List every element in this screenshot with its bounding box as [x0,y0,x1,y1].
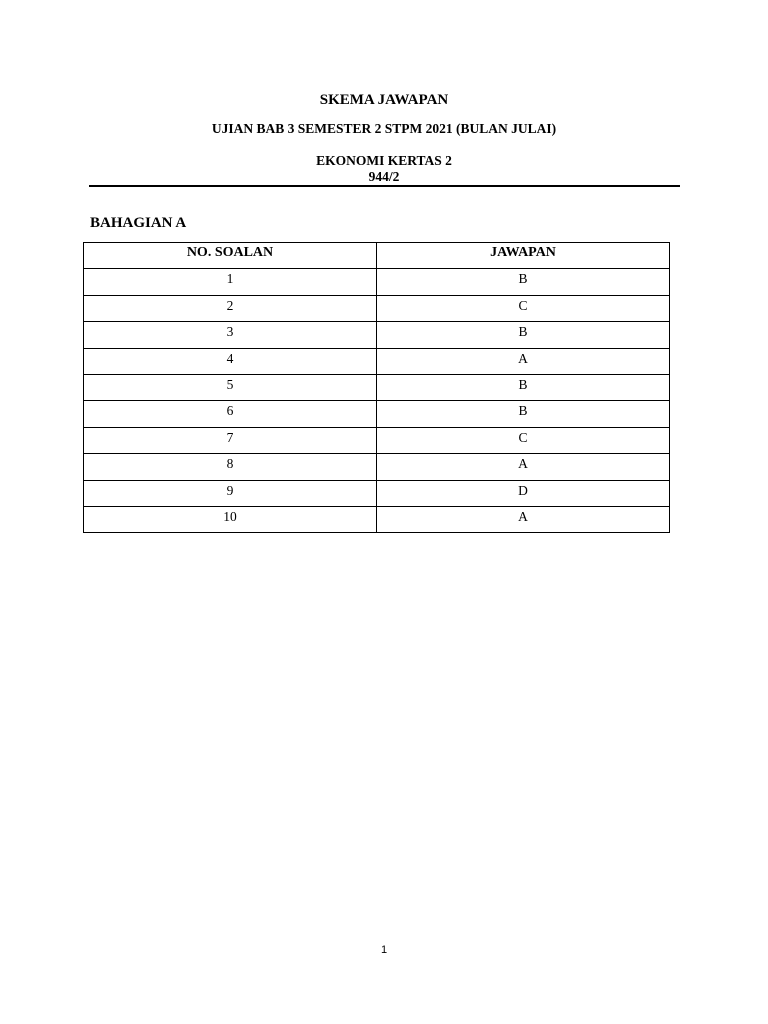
page-number: 1 [380,944,388,956]
document-title: SKEMA JAWAPAN [319,92,449,108]
answer-cell: B [377,401,670,427]
table-row [84,506,670,532]
answer-cell: D [377,480,670,506]
header-divider [89,185,680,187]
question-number-cell: 2 [84,295,377,321]
table-row [84,295,670,321]
answer-cell: C [377,295,670,321]
subject-name: EKONOMI KERTAS 2 [316,153,452,168]
table-row [84,374,670,400]
question-number-cell: 3 [84,322,377,348]
question-number-cell: 6 [84,401,377,427]
answer-cell: A [377,454,670,480]
answer-table [83,242,670,533]
answer-cell: B [377,374,670,400]
table-header-row [84,243,670,269]
table-row [84,427,670,453]
answer-cell: B [377,322,670,348]
table-row [84,322,670,348]
exam-subtitle: UJIAN BAB 3 SEMESTER 2 STPM 2021 (BULAN JULAI) [211,121,557,136]
table-row [84,480,670,506]
question-number-cell: 10 [84,506,377,532]
question-number-cell: 9 [84,480,377,506]
question-number-cell: 8 [84,454,377,480]
column-header-question-no: NO. SOALAN [84,243,377,269]
answer-cell: B [377,269,670,295]
column-header-answer: JAWAPAN [377,243,670,269]
answer-cell: C [377,427,670,453]
answer-cell: A [377,506,670,532]
table-row [84,269,670,295]
answer-cell: A [377,348,670,374]
table-row [84,454,670,480]
question-number-cell: 5 [84,374,377,400]
question-number-cell: 4 [84,348,377,374]
question-number-cell: 1 [84,269,377,295]
table-row [84,401,670,427]
table-row [84,348,670,374]
question-number-cell: 7 [84,427,377,453]
section-heading: BAHAGIAN A [90,215,187,231]
paper-code: 944/2 [368,169,400,184]
